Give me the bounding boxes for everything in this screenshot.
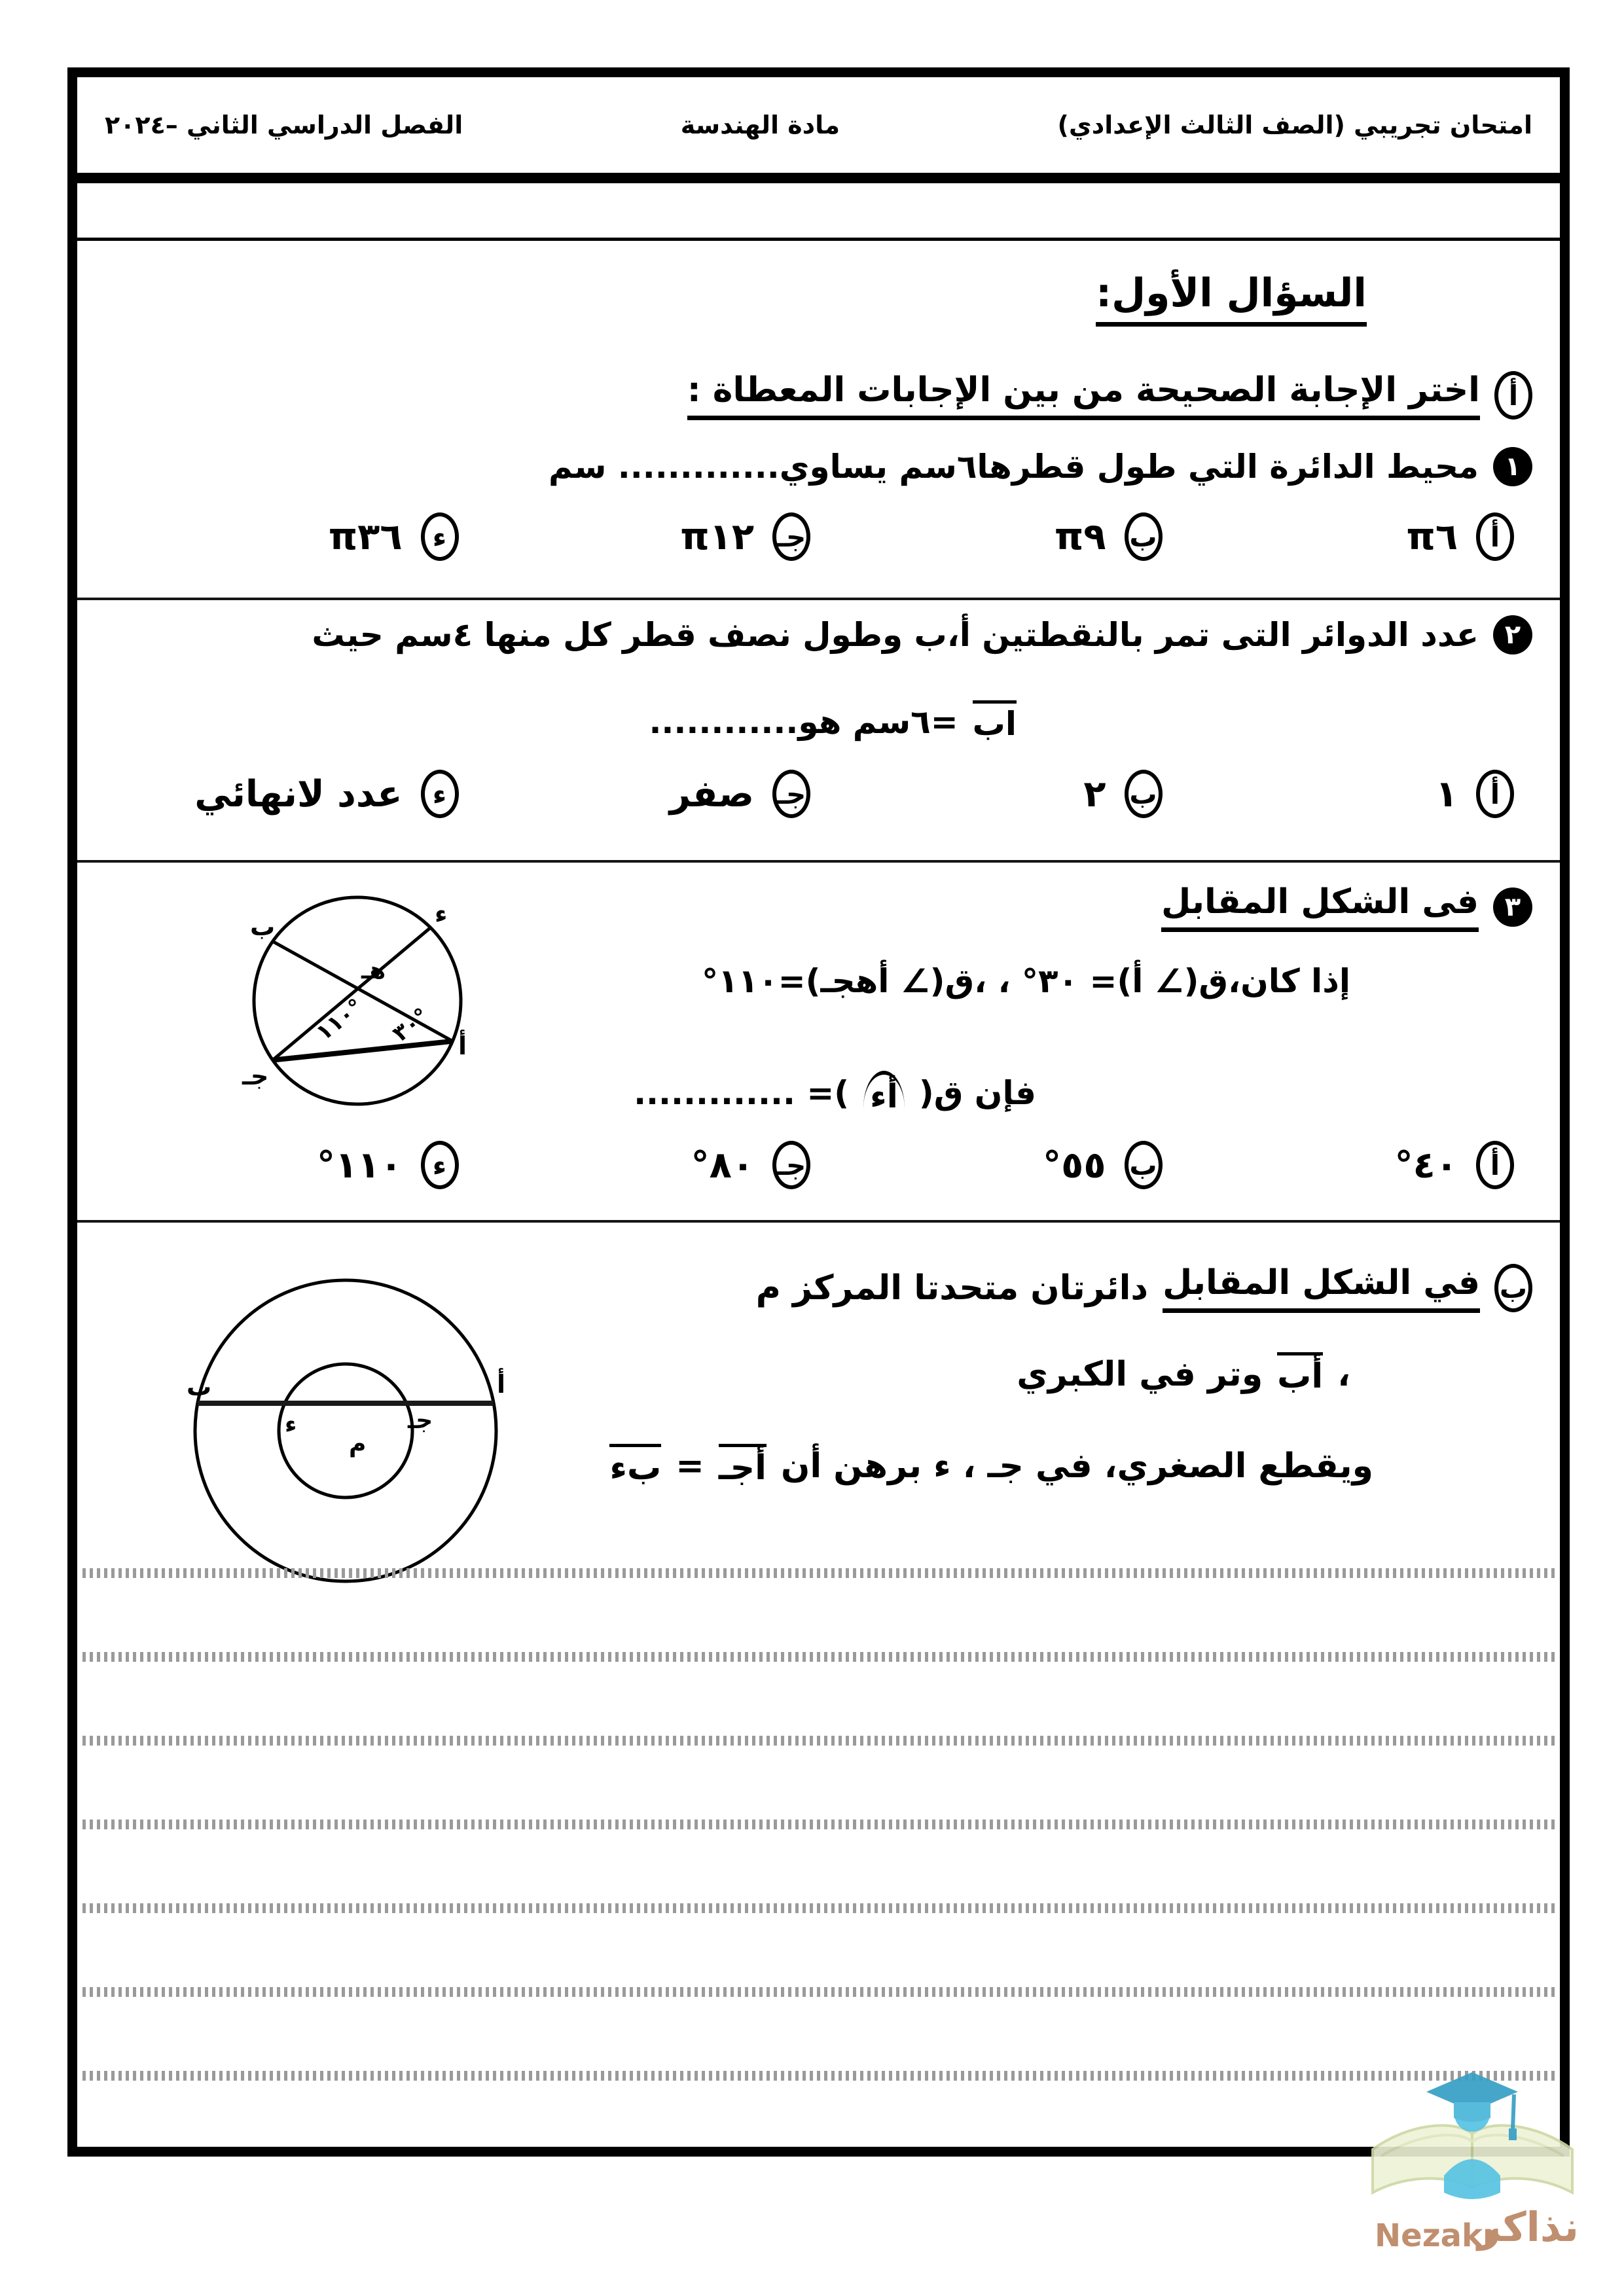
circle-chords-figure <box>241 892 522 1174</box>
page-header <box>77 77 1560 183</box>
q2-option-d-value: عدد لانهائي <box>194 772 403 816</box>
question-3-row <box>1161 882 1532 932</box>
q3-arc-ad: أء <box>863 1071 905 1116</box>
q3-option-d-value: ١١٠° <box>316 1143 403 1187</box>
section-b-segment-ac: أجـ <box>719 1444 767 1488</box>
question-3-options <box>107 1141 1514 1189</box>
answer-line[interactable] <box>82 1820 1555 1829</box>
question-one-title <box>1096 270 1367 327</box>
q1-option-b-letter: ب <box>1125 512 1163 561</box>
q2-option-b[interactable] <box>810 770 1163 818</box>
watermark-latin-text: Nezakr <box>1375 2217 1498 2254</box>
figure2-label-d: ء <box>285 1411 297 1438</box>
figure1-label-a: أ <box>458 1031 467 1060</box>
q1-option-c-letter: جـ <box>772 512 810 561</box>
section-b-segment-ab: أب <box>1277 1352 1323 1397</box>
question-3-result-line <box>634 1071 1036 1116</box>
answer-line[interactable] <box>82 2071 1555 2081</box>
figure2-inner-circle <box>279 1364 412 1498</box>
concentric-circles-figure <box>185 1274 513 1601</box>
figure2-label-c: جـ <box>408 1407 433 1434</box>
section-b-segment-bd: بء <box>609 1444 661 1488</box>
question-1-row <box>549 447 1532 486</box>
question-1-text: محيط الدائرة التي طول قطرها٦سم يساوي............. سم <box>549 448 1479 486</box>
figure1-angle-30: ٣٠° <box>388 1003 435 1047</box>
separator-1 <box>77 598 1560 600</box>
section-a-instruction: اختر الإجابة الصحيحة من بين الإجابات المعطاة : <box>687 370 1480 420</box>
q3-option-d-letter: ء <box>421 1141 459 1189</box>
q2-option-c-letter: جـ <box>772 770 810 818</box>
q1-option-a-value: π٦ <box>1406 515 1458 558</box>
q1-option-b[interactable] <box>810 512 1163 561</box>
question-3-condition-text: إذا كان،ق(∠ أ)= ٣٠° ، ،ق(∠ أهجـ)=١١٠° <box>702 962 1350 1000</box>
q2-option-a-value: ١ <box>1435 772 1458 816</box>
q3-option-d[interactable] <box>107 1141 459 1189</box>
page-border <box>67 67 1570 2157</box>
header-semester: الفصل الدراسي الثاني –٢٠٢٤ <box>105 111 463 139</box>
q2-option-d[interactable] <box>107 770 459 818</box>
q3-result-prefix: فإن ق( <box>918 1074 1036 1113</box>
section-a-instruction-row <box>687 370 1532 420</box>
separator-3 <box>77 1220 1560 1223</box>
question-1-number-badge: ١ <box>1493 447 1532 486</box>
q2-segment-ab: اب <box>973 700 1017 744</box>
q1-option-a[interactable] <box>1163 512 1515 561</box>
question-3-condition-line <box>702 962 1350 1000</box>
question-3-heading: فى الشكل المقابل <box>1161 882 1479 932</box>
section-b-row-2 <box>1017 1352 1350 1397</box>
q1-option-d-letter: ء <box>421 512 459 561</box>
section-b-equals: = <box>676 1446 704 1486</box>
q2-option-b-value: ٢ <box>1083 772 1106 816</box>
figure1-label-d: ء <box>435 899 448 928</box>
figure2-label-m: م <box>349 1431 367 1458</box>
figure2-label-b: ب <box>187 1372 212 1401</box>
section-a-badge: أ <box>1494 371 1532 420</box>
q3-option-c-value: ٨٠° <box>691 1143 754 1187</box>
q3-option-b-value: ٥٥° <box>1043 1143 1106 1187</box>
figure2-outer-circle <box>195 1280 496 1581</box>
q1-option-b-value: π٩ <box>1055 515 1106 558</box>
q1-option-d[interactable] <box>107 512 459 561</box>
watermark-arabic-text: نذاكر <box>1477 2203 1579 2251</box>
figure1-label-c: جـ <box>242 1062 269 1090</box>
q3-option-a[interactable] <box>1163 1141 1515 1189</box>
figure1-label-e: هـ <box>361 958 386 984</box>
question-2-number-badge: ٢ <box>1493 615 1532 655</box>
answer-line[interactable] <box>82 1903 1555 1913</box>
section-b-line2-text: وتر في الكبري <box>1017 1354 1263 1394</box>
section-b-row-3 <box>609 1444 1373 1488</box>
question-3-number-badge: ٣ <box>1493 888 1532 927</box>
publisher-watermark-logo <box>1363 2050 1582 2266</box>
figure1-angle-110: ١١٠° <box>311 994 369 1047</box>
answer-line[interactable] <box>82 1987 1555 1997</box>
question-one-title-text: السؤال الأول: <box>1096 270 1367 327</box>
q3-option-c-letter: جـ <box>772 1141 810 1189</box>
section-b-line1-text: دائرتان متحدتا المركز م <box>755 1268 1149 1308</box>
question-1-options <box>107 512 1514 561</box>
q2-option-c-value: صفر <box>669 772 754 816</box>
question-2-row <box>312 615 1532 655</box>
figure1-label-b: ب <box>250 912 276 941</box>
q3-result-suffix: )= ............. <box>634 1074 850 1113</box>
section-b-row-1 <box>756 1263 1532 1313</box>
q1-option-c-value: π١٢ <box>680 515 754 558</box>
figure2-label-a: أ <box>497 1370 506 1399</box>
q3-option-b[interactable] <box>810 1141 1163 1189</box>
chord-ca <box>273 1041 453 1060</box>
q3-option-b-letter: ب <box>1125 1141 1163 1189</box>
section-b-line3-text: ويقطع الصغري، في جـ ، ء برهن أن <box>780 1446 1373 1486</box>
question-2-text-line2: =٦سم هو............ <box>649 702 958 741</box>
answer-line[interactable] <box>82 1568 1555 1578</box>
question-2-row-2 <box>649 700 1017 744</box>
q3-option-c[interactable] <box>459 1141 811 1189</box>
header-exam-type: امتحان تجريبي (الصف الثالث الإعدادي) <box>1057 111 1532 139</box>
question-2-text-line1: عدد الدوائر التى تمر بالنقطتين أ،ب وطول نصف قطر كل منها ٤سم حيث <box>312 616 1479 654</box>
q3-option-a-letter: أ <box>1476 1141 1514 1189</box>
q2-option-c[interactable] <box>459 770 811 818</box>
question-2-options <box>107 770 1514 818</box>
section-b-line2-pre: ، <box>1337 1354 1350 1394</box>
q2-option-b-letter: ب <box>1125 770 1163 818</box>
q2-option-a[interactable] <box>1163 770 1515 818</box>
answer-line[interactable] <box>82 1736 1555 1746</box>
header-subject: مادة الهندسة <box>680 111 840 139</box>
q1-option-c[interactable] <box>459 512 811 561</box>
q2-option-d-letter: ء <box>421 770 459 818</box>
q1-option-a-letter: أ <box>1476 512 1514 561</box>
q3-option-a-value: ٤٠° <box>1394 1143 1458 1187</box>
separator-2 <box>77 860 1560 863</box>
header-sub-band <box>77 194 1560 241</box>
section-b-badge: ب <box>1494 1264 1532 1312</box>
q2-option-a-letter: أ <box>1476 770 1514 818</box>
q1-option-d-value: π٣٦ <box>328 515 403 558</box>
section-b-heading: في الشكل المقابل <box>1163 1263 1480 1313</box>
answer-line[interactable] <box>82 1652 1555 1662</box>
